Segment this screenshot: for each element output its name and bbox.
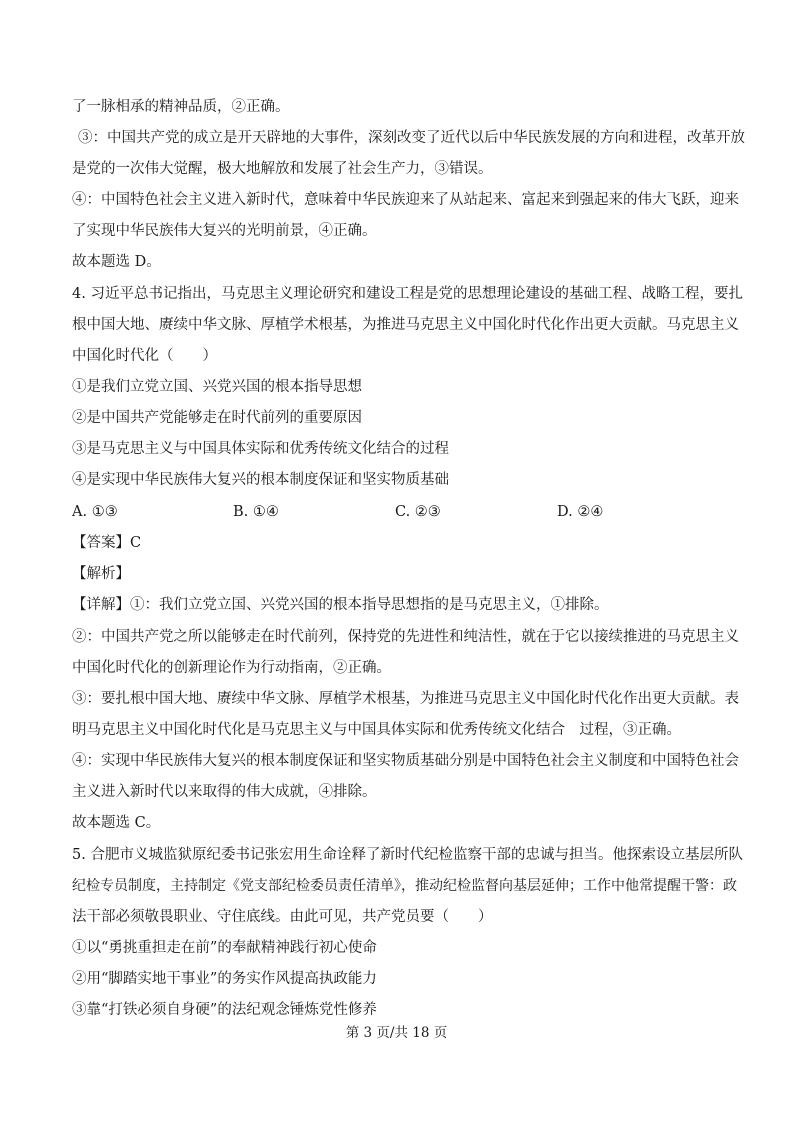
option-a: A. ①③ (72, 504, 118, 520)
answer-value: C (130, 535, 142, 551)
statement-item: ③靠“打铁必须自身硬”的法纪观念锤炼党性修养 (72, 1002, 377, 1018)
statement-item: ④是实现中华民族伟大复兴的根本制度保证和坚实物质基础 (72, 472, 449, 488)
question-4-text: 中国化时代化（ ） (72, 348, 217, 364)
statement-item: ②是中国共产党能够走在时代前列的重要原因 (72, 410, 362, 426)
question-5-text: 5. 合肥市义城监狱原纪委书记张宏用生命诠释了新时代纪检监察干部的忠诚与担当。他探索设立基层所队 (72, 847, 743, 863)
page-number: 第 3 页/共 18 页 (345, 1025, 448, 1041)
text-line: ④：中国特色社会主义进入新时代，意味着中华民族迎来了从站起来、富起来到强起来的伟大飞跃，迎来 (72, 192, 739, 208)
analysis-label: 【解析】 (72, 566, 130, 582)
statement-item: ①以“勇挑重担走在前”的奉献精神践行初心使命 (72, 940, 377, 956)
answer-line (72, 533, 732, 553)
option-d: D. ②④ (557, 504, 604, 520)
question-5-text: 法干部必须敬畏职业、守住底线。由此可见，共产党员要（ ） (72, 909, 493, 925)
question-4-text: 4. 习近平总书记指出，马克思主义理论研究和建设工程是党的思想理论建设的基础工程、战略工程，要扎 (72, 286, 743, 302)
answer-label: 【答案】 (72, 535, 130, 551)
statement-item: ②用“脚踏实地干事业”的务实作风提高执政能力 (72, 971, 377, 987)
text-line: 故本题选 D。 (72, 254, 161, 270)
statement-item: ③是马克思主义与中国具体实际和优秀传统文化结合的过程 (72, 441, 449, 457)
detail-line: 【详解】①：我们立党立国、兴党兴国的根本指导思想指的是马克思主义，①排除。 (72, 597, 609, 613)
statement-item: ①是我们立党立国、兴党兴国的根本指导思想 (72, 379, 362, 395)
detail-line: 主义进入新时代以来取得的伟大成就，④排除。 (72, 784, 377, 800)
text-line: ③：中国共产党的成立是开天辟地的大事件，深刻改变了近代以后中华民族发展的方向和进程，改革开放 (78, 130, 745, 146)
text-line: 了实现中华民族伟大复兴的光明前景，④正确。 (72, 223, 377, 239)
option-c: C. ②③ (395, 504, 441, 520)
detail-line: 中国化时代化的创新理论作为行动指南，②正确。 (72, 660, 391, 676)
detail-line: 明马克思主义中国化时代化是马克思主义与中国具体实际和优秀传统文化结合 过程，③正确。 (72, 722, 681, 738)
detail-line: ②：中国共产党之所以能够走在时代前列，保持党的先进性和纯洁性，就在于它以接续推进的马克思主义 (72, 629, 739, 645)
text-line: 了一脉相承的精神品质，②正确。 (72, 99, 290, 115)
detail-line: 故本题选 C。 (72, 815, 161, 831)
question-4-text: 根中国大地、赓续中华文脉、厚植学术根基，为推进马克思主义中国化时代化作出更大贡献。马克思主义 (72, 317, 739, 333)
text-line: 是党的一次伟大觉醒，极大地解放和发展了社会生产力，③错误。 (72, 161, 493, 177)
question-5-text: 纪检专员制度，主持制定《党支部纪检委员责任清单》，推动纪检监督向基层延伸；工作中他常提醒干警：政 (72, 878, 737, 894)
detail-line: ③：要扎根中国大地、赓续中华文脉、厚植学术根基，为推进马克思主义中国化时代化作出更大贡献。表 (72, 691, 739, 707)
option-b: B. ①④ (233, 504, 279, 520)
detail-line: ④：实现中华民族伟大复兴的根本制度保证和坚实物质基础分别是中国特色社会主义制度和中国特色社会 (72, 753, 739, 769)
